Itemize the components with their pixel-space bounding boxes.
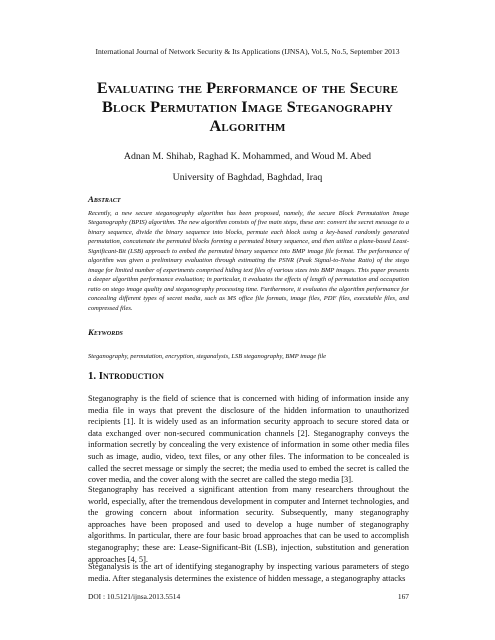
affiliation: University of Baghdad, Baghdad, Iraq <box>172 172 323 183</box>
body-paragraph: Steganography is the field of science that is concerned with hiding of information inside any media file in ways that prevent the disclosure of the hidden information to unauthorized recipients [1]. It is widely used as an information security approach to secure stored data or data exchanged over non-secured communication channels [2]. Steganography conveys the information secretly by concealing the very existence of information in some other media files such as image, audio, video, text files, or any other files. The information to be concealed is called the secret message or simply the secret; the media used to embed the secret is called the cover media, and the cover along with the secret are called the stego media [3]. <box>88 394 409 485</box>
abstract-text: Recently, a new secure steganography algorithm has been proposed, namely, the secure Block Permutation Image Steganography (BPIS) algorithm. The new algorithm consists of five main steps, these are: convert the secret message to a binary sequence, divide the binary sequence into blocks, permute each block using a key-based randomly generated permutation, concatenate the permuted blocks forming a permuted binary sequence, and then utilize a plane-based Least-Significant-Bit (LSB) approach to embed the permuted binary sequence into BMP image file format. The performance of algorithm was given a preliminary evaluation through estimating the PSNR (Peak Signal-to-Noise Ratio) of the stego image for limited number of experiments comprised hiding text files of various sizes into BMP images. This paper presents a deeper algorithm performance evaluation; in particular, it evaluates the effects of length of permutation and occupation ratio on stego image quality and steganography processing time. Furthermore, it evaluates the algorithm performance for concealing different types of secret media, such as MS office file formats, image files, PDF files, executable files, and compressed files. <box>88 210 409 312</box>
author-list: Adnan M. Shihab, Raghad K. Mohammed, and Woud M. Abed <box>123 151 372 162</box>
doi-footer: DOI : 10.5121/ijnsa.2013.5514 <box>88 592 181 601</box>
title-line: Algorithm <box>209 117 286 135</box>
keywords-heading: Keywords <box>88 327 123 337</box>
paper-title <box>60 79 435 136</box>
journal-header: International Journal of Network Security & Its Applications (IJNSA), Vol.5, No.5, September 2013 <box>95 47 400 56</box>
page-number: 167 <box>397 592 409 601</box>
keywords-text: Steganography, permutation, encryption, steganalysis, LSB steganography, BMP image file <box>88 353 327 360</box>
title-line: Evaluating the Performance of the Secure <box>96 79 399 97</box>
introduction-heading: 1. Introduction <box>88 370 164 382</box>
title-line: Block Permutation Image Steganography <box>102 98 393 116</box>
body-paragraph: Steganography has received a significant attention from many researchers throughout the world, especially, after the tremendous development in computer and Internet technologies, and the growing concern about information security. Subsequently, many steganography approaches have been proposed and used to develop a huge number of steganography algorithms. In particular, there are four basic broad approaches that can be used to accomplish steganography; these are: Lease-Significant-Bit (LSB), injection, substitution and generation approaches [4, 5]. <box>88 485 409 564</box>
body-paragraph: Steganalysis is the art of identifying steganography by inspecting various parameters of stego media. After steganalysis determines the existence of hidden message, a steganography attacks <box>88 562 409 583</box>
abstract-heading: Abstract <box>88 194 121 204</box>
